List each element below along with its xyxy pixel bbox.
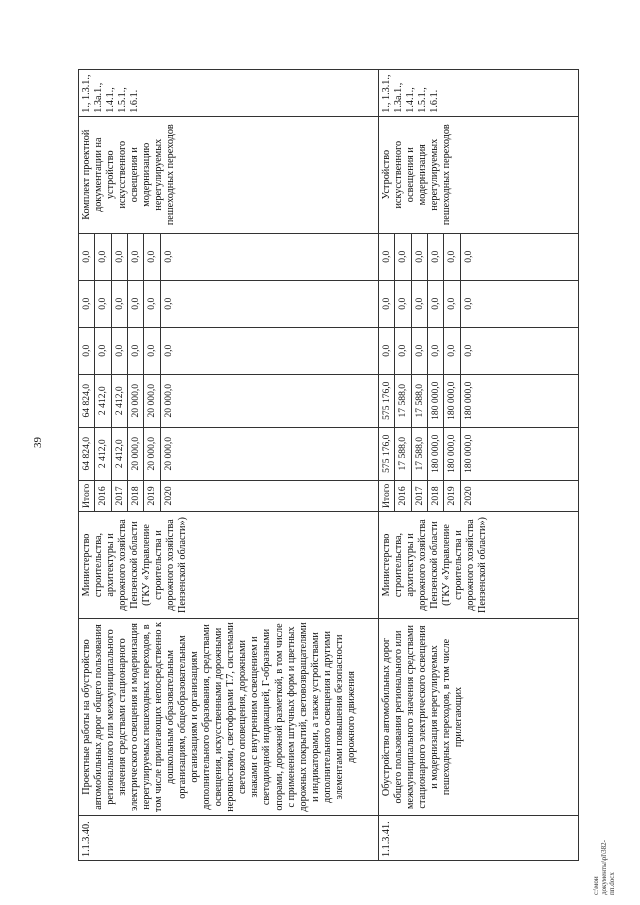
year-list [79,481,176,511]
funding-federal-value: 0,0 [444,328,460,374]
funding-other-list [79,234,176,280]
funding-regional-value: 20 000,0 [127,375,143,427]
year-value: 2020 [462,486,474,506]
funding-other-value: 0,0 [411,234,427,280]
funding-other-value: 0,0 [111,234,127,280]
funding-federal-value: 0,0 [411,328,427,374]
funding-federal-value: 0,0 [395,328,411,374]
funding-regional-value: 575 176,0 [379,375,395,427]
funding-other-value: 0,0 [79,234,95,280]
year-value: 2019 [444,481,460,511]
year-value: 2016 [95,481,111,511]
funding-local-value: 0,0 [79,281,95,327]
funding-total-value: 20 000,0 [162,436,174,471]
funding-other-value: 0,0 [379,234,395,280]
funding-regional-value: 20 000,0 [144,375,160,427]
funding-total-list [379,428,476,480]
funding-other [79,233,379,280]
funding-local-value: 0,0 [111,281,127,327]
funding-federal [79,327,379,374]
funding-local-value: 0,0 [95,281,111,327]
funding-other-value: 0,0 [127,234,143,280]
indicator-codes: 1., 1.3.1., 1.3а.1., 1.4.1., 1.5.1., 1.6.1. [379,69,579,116]
funding-total-value: 2 412,0 [111,428,127,480]
funding-total-value: 17 588,0 [411,428,427,480]
funding-total-value: 20 000,0 [127,428,143,480]
funding-federal-value: 0,0 [144,328,160,374]
funding-local [379,280,579,327]
funding-regional-value: 17 588,0 [395,375,411,427]
funding-other-value: 0,0 [162,250,174,263]
funding-regional-list [79,375,176,427]
indicator-codes: 1., 1.3.1., 1.3а.1., 1.4.1., 1.5.1., 1.6.1. [79,69,379,116]
funding-federal-value: 0,0 [79,328,95,374]
funding-local-value: 0,0 [444,281,460,327]
funding-other-list [379,234,476,280]
funding-total-value: 180 000,0 [462,434,474,473]
funding-total [79,427,379,480]
funding-regional-value: 64 824,0 [79,375,95,427]
funding-other-value: 0,0 [444,234,460,280]
responsible-executor: Министерство строительства, архитектуры и дорожного хозяйства Пензенской области (ГКУ «Управление строительства и дорожного хозяйства Пензенской области») [79,512,379,619]
funding-federal-value: 0,0 [379,328,395,374]
program-table [78,69,579,861]
item-number: 1.1.3.41. [379,816,579,861]
funding-total-value: 180 000,0 [444,428,460,480]
funding-federal-value: 0,0 [95,328,111,374]
funding-total [379,427,579,480]
year [379,480,579,511]
funding-total-value: 2 412,0 [95,428,111,480]
year-value: 2017 [111,481,127,511]
year-list [379,481,476,511]
funding-regional-value: 20 000,0 [162,383,174,418]
funding-other-value: 0,0 [395,234,411,280]
year-value: 2018 [427,481,443,511]
funding-regional-value: 180 000,0 [427,375,443,427]
funding-total-value: 17 588,0 [395,428,411,480]
year-value: 2017 [411,481,427,511]
responsible-executor: Министерство строительства, архитектуры и дорожного хозяйства Пензенской области (ГКУ «Управление строительства и дорожного хозяйства Пензенской области») [379,512,579,619]
funding-federal-list [379,328,476,374]
funding-federal-value: 0,0 [462,344,474,357]
funding-total-value: 20 000,0 [144,428,160,480]
funding-other-value: 0,0 [462,250,474,263]
activity-name: Обустройство автомобильных дорог общего пользования регионального или межмуниципального значения средствами стационарного электрического освещения и модернизация нерегулируемых пешеходных переходов, в том числе прилегающих [379,619,579,816]
funding-local-value: 0,0 [162,297,174,310]
table-row [79,69,379,860]
year-value: 2019 [144,481,160,511]
year-value: Итого [379,481,395,511]
funding-local-value: 0,0 [395,281,411,327]
funding-local-value: 0,0 [144,281,160,327]
funding-regional [79,374,379,427]
funding-local-value: 0,0 [427,281,443,327]
year-value: 2018 [127,481,143,511]
funding-regional-value: 17 588,0 [411,375,427,427]
funding-federal-list [79,328,176,374]
funding-other-value: 0,0 [95,234,111,280]
funding-total-value: 180 000,0 [427,428,443,480]
funding-local-list [79,281,176,327]
funding-total-value: 64 824,0 [79,428,95,480]
funding-total-value: 575 176,0 [379,428,395,480]
funding-regional-value: 180 000,0 [444,375,460,427]
funding-federal-value: 0,0 [127,328,143,374]
funding-regional-list [379,375,476,427]
file-path-footer: c:\мои документы\pl\382-пп.docx [592,840,616,895]
funding-federal-value: 0,0 [162,344,174,357]
funding-regional [379,374,579,427]
year-value: 2016 [395,481,411,511]
funding-federal-value: 0,0 [111,328,127,374]
year [79,480,379,511]
funding-regional-value: 2 412,0 [95,375,111,427]
activity-name: Проектные работы на обустройство автомобильных дорог общего пользования регионального или межмуниципального значения средствами стационарного электрического освещения и модернизация нерегулируемых пешеходных переходов, в том числе прилегающих непосредственно к дошкольным образовательным организациям, общеобразовательным организациям и организациям дополнительного образования, средствами освещения, искусственными дорожными неровностями, светофорами Т.7, системами светового оповещения, дорожными знаками с внутренним освещением и светодиодной индикацией, Г-образными опорами, дорожной разметкой, в том числе с применением штучных форм и цветных дорожных покрытий, световозвращателями и индикаторами, а также устройствами дополнительного освещения и другими элементами повышения безопасности дорожного движения [79,619,379,816]
table-row [379,69,579,860]
expected-result: Комплект проектной документации на устройство искусственного освещения и модернизацию нерегулируемых пешеходных переходов [79,116,379,233]
expected-result: Устройство искусственного освещения и модернизация нерегулируемых пешеходных переходов [379,116,579,233]
funding-other [379,233,579,280]
year-value: Итого [79,481,95,511]
funding-regional-value: 180 000,0 [462,381,474,420]
funding-local-value: 0,0 [379,281,395,327]
funding-total-list [79,428,176,480]
funding-local [79,280,379,327]
funding-local-value: 0,0 [127,281,143,327]
funding-local-value: 0,0 [411,281,427,327]
funding-other-value: 0,0 [427,234,443,280]
item-number: 1.1.3.40. [79,816,379,861]
year-value: 2020 [162,486,174,506]
funding-local-list [379,281,476,327]
funding-local-value: 0,0 [462,297,474,310]
funding-other-value: 0,0 [144,234,160,280]
funding-federal-value: 0,0 [427,328,443,374]
funding-federal [379,327,579,374]
funding-regional-value: 2 412,0 [111,375,127,427]
page-number: 39 [32,437,44,448]
